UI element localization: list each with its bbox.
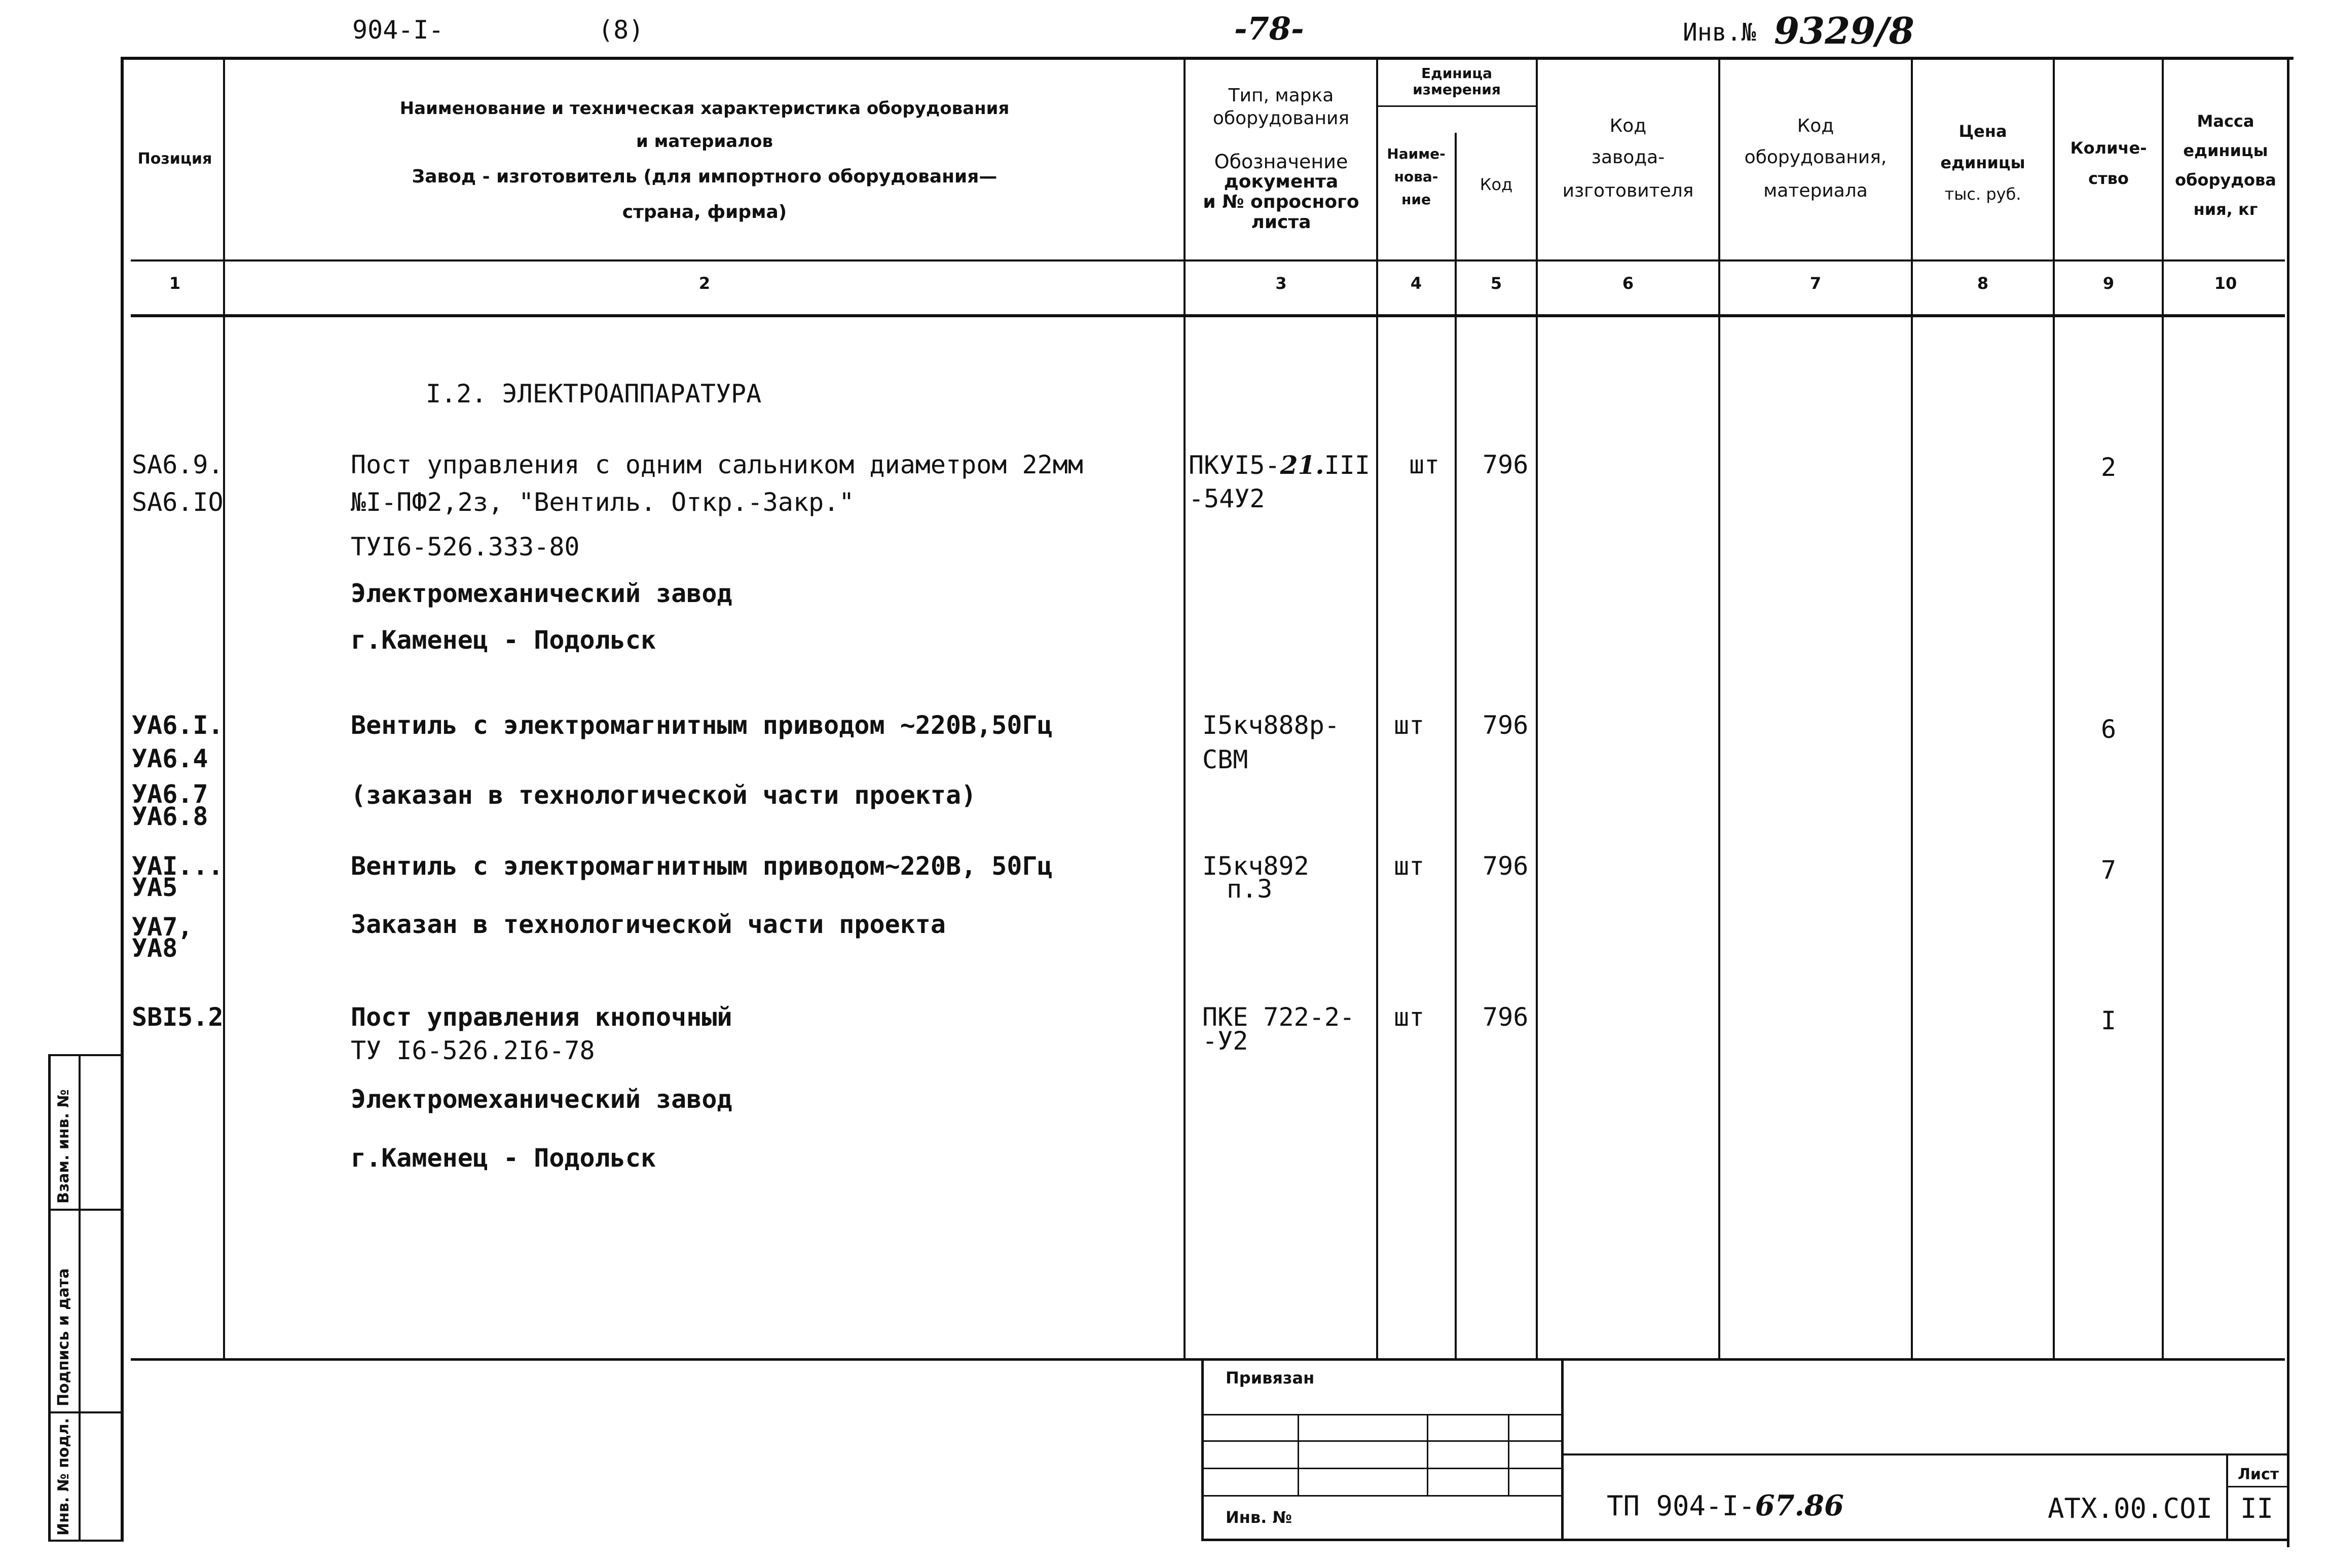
header-price-line1: Цена <box>1958 122 2007 141</box>
row3-unit: шт <box>1394 851 1425 881</box>
header-name-line1: Наименование и техническая характеристика оборудования <box>399 98 1010 119</box>
header-type-line4: документа <box>1224 171 1339 192</box>
side-podpis-data: Подпись и дата <box>55 1268 72 1406</box>
header-bottom <box>131 259 2285 262</box>
side-strip-h2 <box>48 1411 122 1413</box>
row4-name-2: ТУ I6-526.2I6-78 <box>351 1036 595 1065</box>
stamp-right-h <box>1564 1453 2288 1455</box>
row2-name-1: Вентиль с электромагнитным приводом ~220В,50Гц <box>351 711 1053 740</box>
header-name-line4: страна, фирма) <box>622 202 787 222</box>
col-sep-6 <box>1718 60 1720 1358</box>
row1-type-1 <box>1189 450 1370 480</box>
header-unit-name-line3: ние <box>1401 191 1431 208</box>
header-mass-line2: единицы <box>2183 141 2268 160</box>
row2-name-2: (заказан в технологической части проекта) <box>351 780 977 810</box>
row2-code: 796 <box>1483 711 1529 740</box>
header-quantity-line2: ство <box>2088 169 2129 188</box>
side-vzam-inv: Взам. инв. № <box>55 1089 72 1204</box>
side-strip-outer <box>48 1054 51 1541</box>
col-sep-8 <box>2053 60 2055 1358</box>
header-type-line3: Обозначение <box>1214 151 1348 173</box>
col-number: 7 <box>1809 274 1822 293</box>
header-plant-code-line3: изготовителя <box>1562 180 1694 201</box>
stamp-sheet-label: Лист <box>2238 1466 2279 1483</box>
col-number: 5 <box>1490 274 1502 293</box>
header-name-line3: Завод - изготовитель (для импортного оборудования— <box>412 166 997 187</box>
row3-code: 796 <box>1483 851 1529 881</box>
col-number: 6 <box>1622 274 1634 293</box>
header-equipment-code-line1: Код <box>1797 116 1834 136</box>
header-name-line2: и материалов <box>636 131 773 152</box>
header-quantity-line1: Количе- <box>2070 138 2147 158</box>
side-inv-podl: Инв. № подл. <box>55 1417 72 1536</box>
side-strip-h1 <box>48 1209 122 1211</box>
row2-unit: шт <box>1394 711 1425 740</box>
side-strip-bottom <box>48 1540 122 1542</box>
inventory-value: 9329/8 <box>1774 9 1914 52</box>
doc-number: 904-I- <box>352 15 444 45</box>
row1-position-1: SA6.9. <box>132 450 224 479</box>
col-number: 10 <box>2214 274 2237 293</box>
col-sep-7 <box>1911 60 1913 1358</box>
header-price-line2: единицы <box>1940 153 2025 172</box>
stamp-doc-prefix: ТП 904-I- <box>1607 1490 1755 1522</box>
header-mass-line3: оборудова <box>2175 170 2276 190</box>
row2-position-2: УА6.4 <box>132 744 208 773</box>
frame-left <box>121 57 124 1542</box>
row2-position-3: УА6.7 <box>132 779 208 809</box>
row3-position-2: УА5 <box>132 873 178 902</box>
page-mark: -78- <box>1234 10 1304 47</box>
row4-unit: шт <box>1394 1002 1425 1032</box>
row2-type-1: I5кч888р- <box>1202 711 1340 740</box>
stamp-grid-v1 <box>1298 1414 1299 1495</box>
row3-position-1: УАI... <box>132 851 224 881</box>
row3-name-2: Заказан в технологической части проекта <box>351 910 946 939</box>
row1-name-3: ТУI6-526.333-80 <box>351 532 580 562</box>
row1-name-5: г.Каменец - Подольск <box>351 625 656 655</box>
row3-position-4: УА8 <box>132 934 178 963</box>
row4-name-3: Электромеханический завод <box>351 1085 732 1114</box>
header-type-line1: Тип, марка <box>1228 85 1334 106</box>
col-sep-1 <box>223 60 225 1358</box>
header-plant-code-line2: завода- <box>1591 147 1665 168</box>
stamp-grid-h4 <box>1204 1495 1561 1497</box>
side-strip-inner <box>79 1054 81 1541</box>
section-title: I.2. ЭЛЕКТРОАППАРАТУРА <box>426 379 762 408</box>
col-sep-9 <box>2162 60 2164 1358</box>
stamp-grid-v2 <box>1427 1414 1428 1495</box>
row1-name-2: №I-ПФ2,2з, "Вентиль. Откр.-Закр." <box>351 488 855 517</box>
unit-header-sep <box>1376 105 1537 107</box>
row1-position-2: SA6.IO <box>132 488 224 517</box>
stamp-sheet-number: II <box>2240 1492 2274 1524</box>
row1-unit: шт <box>1409 450 1440 479</box>
header-price-line3: тыс. руб. <box>1944 184 2021 204</box>
header-plant-code-line1: Код <box>1609 116 1647 136</box>
stamp-list-v <box>2226 1453 2228 1540</box>
row2-position-4: УА6.8 <box>132 802 208 831</box>
row4-code: 796 <box>1483 1002 1529 1032</box>
header-equipment-code-line2: оборудования, <box>1744 147 1887 168</box>
col-sep-4 <box>1455 133 1457 1358</box>
row1-name-4: Электромеханический завод <box>351 579 732 608</box>
header-unit-code: Код <box>1480 175 1513 194</box>
header-type-line6: листа <box>1251 212 1311 233</box>
row1-code: 796 <box>1483 450 1529 479</box>
row1-type-1b: 21. <box>1280 450 1324 480</box>
col-sep-2 <box>1184 60 1186 1358</box>
stamp-doc-handwritten: 67.86 <box>1755 1489 1844 1522</box>
frame-right <box>2287 60 2289 1547</box>
stamp-list-h <box>2228 1486 2289 1487</box>
row4-position-1: SBI5.2 <box>132 1002 224 1032</box>
row4-name-4: г.Каменец - Подольск <box>351 1143 656 1173</box>
col-number: 9 <box>2102 274 2115 293</box>
row1-quantity: 2 <box>2101 453 2117 482</box>
header-mass-line4: ния, кг <box>2193 200 2258 219</box>
row4-type-2: -У2 <box>1202 1026 1248 1056</box>
sheet-paren: (8) <box>598 15 644 45</box>
col-sep-3 <box>1376 60 1378 1358</box>
header-unit-line2: измерения <box>1413 81 1501 98</box>
stamp-inv-no: Инв. № <box>1226 1508 1292 1527</box>
stamp-privyazan: Привязан <box>1226 1368 1315 1388</box>
row4-quantity: I <box>2101 1006 2117 1035</box>
inventory-label: Инв.№ <box>1683 18 1756 47</box>
header-equipment-code-line3: материала <box>1763 180 1868 201</box>
row1-type-1c: III <box>1324 451 1370 480</box>
col-sep-5 <box>1536 60 1538 1358</box>
stamp-left-border <box>1201 1358 1204 1541</box>
col-number: 3 <box>1275 274 1287 293</box>
col-number: 8 <box>1977 274 1989 293</box>
row3-position-3: УА7, <box>132 912 193 942</box>
stamp-drawing-code: АТХ.00.СОI <box>2048 1492 2213 1524</box>
col-number: 1 <box>169 274 181 293</box>
header-unit-name-line2: нова- <box>1394 168 1438 185</box>
row3-quantity: 7 <box>2101 855 2117 885</box>
row2-position-1: УА6.I. <box>132 711 224 740</box>
stamp-grid-v3 <box>1508 1414 1509 1495</box>
header-unit-line1: Единица <box>1421 65 1492 82</box>
row1-type-2: -54У2 <box>1189 484 1265 513</box>
header-type-line2: оборудования <box>1212 108 1350 129</box>
row4-type-1: ПКЕ 722-2- <box>1202 1002 1355 1032</box>
row3-type-1: I5кч892 <box>1202 851 1309 881</box>
col-number: 4 <box>1410 274 1422 293</box>
frame-top <box>122 57 2294 60</box>
header-unit-name-line1: Наиме- <box>1387 145 1446 162</box>
row2-type-2: СВМ <box>1202 745 1248 774</box>
col-number: 2 <box>698 274 711 293</box>
stamp-bottom <box>1201 1539 2289 1541</box>
stamp-divider <box>1561 1358 1564 1541</box>
row4-name-1: Пост управления кнопочный <box>351 1002 732 1032</box>
stamp-document-code <box>1607 1489 1844 1522</box>
body-bottom <box>131 1358 2285 1361</box>
row1-name-1: Пост управления с одним сальником диаметром 22мм <box>351 450 1083 479</box>
row2-quantity: 6 <box>2101 715 2117 744</box>
row1-type-1a: ПКУI5- <box>1189 451 1280 480</box>
colnum-bottom <box>131 314 2285 317</box>
row3-type-2: п.3 <box>1227 874 1273 904</box>
header-type-line5: и № опросного <box>1203 192 1359 212</box>
side-strip-top <box>48 1054 122 1056</box>
header-mass-line1: Масса <box>2197 111 2254 131</box>
row3-name-1: Вентиль с электромагнитным приводом~220В, 50Гц <box>351 851 1053 881</box>
header-position: Позиция <box>137 150 212 168</box>
